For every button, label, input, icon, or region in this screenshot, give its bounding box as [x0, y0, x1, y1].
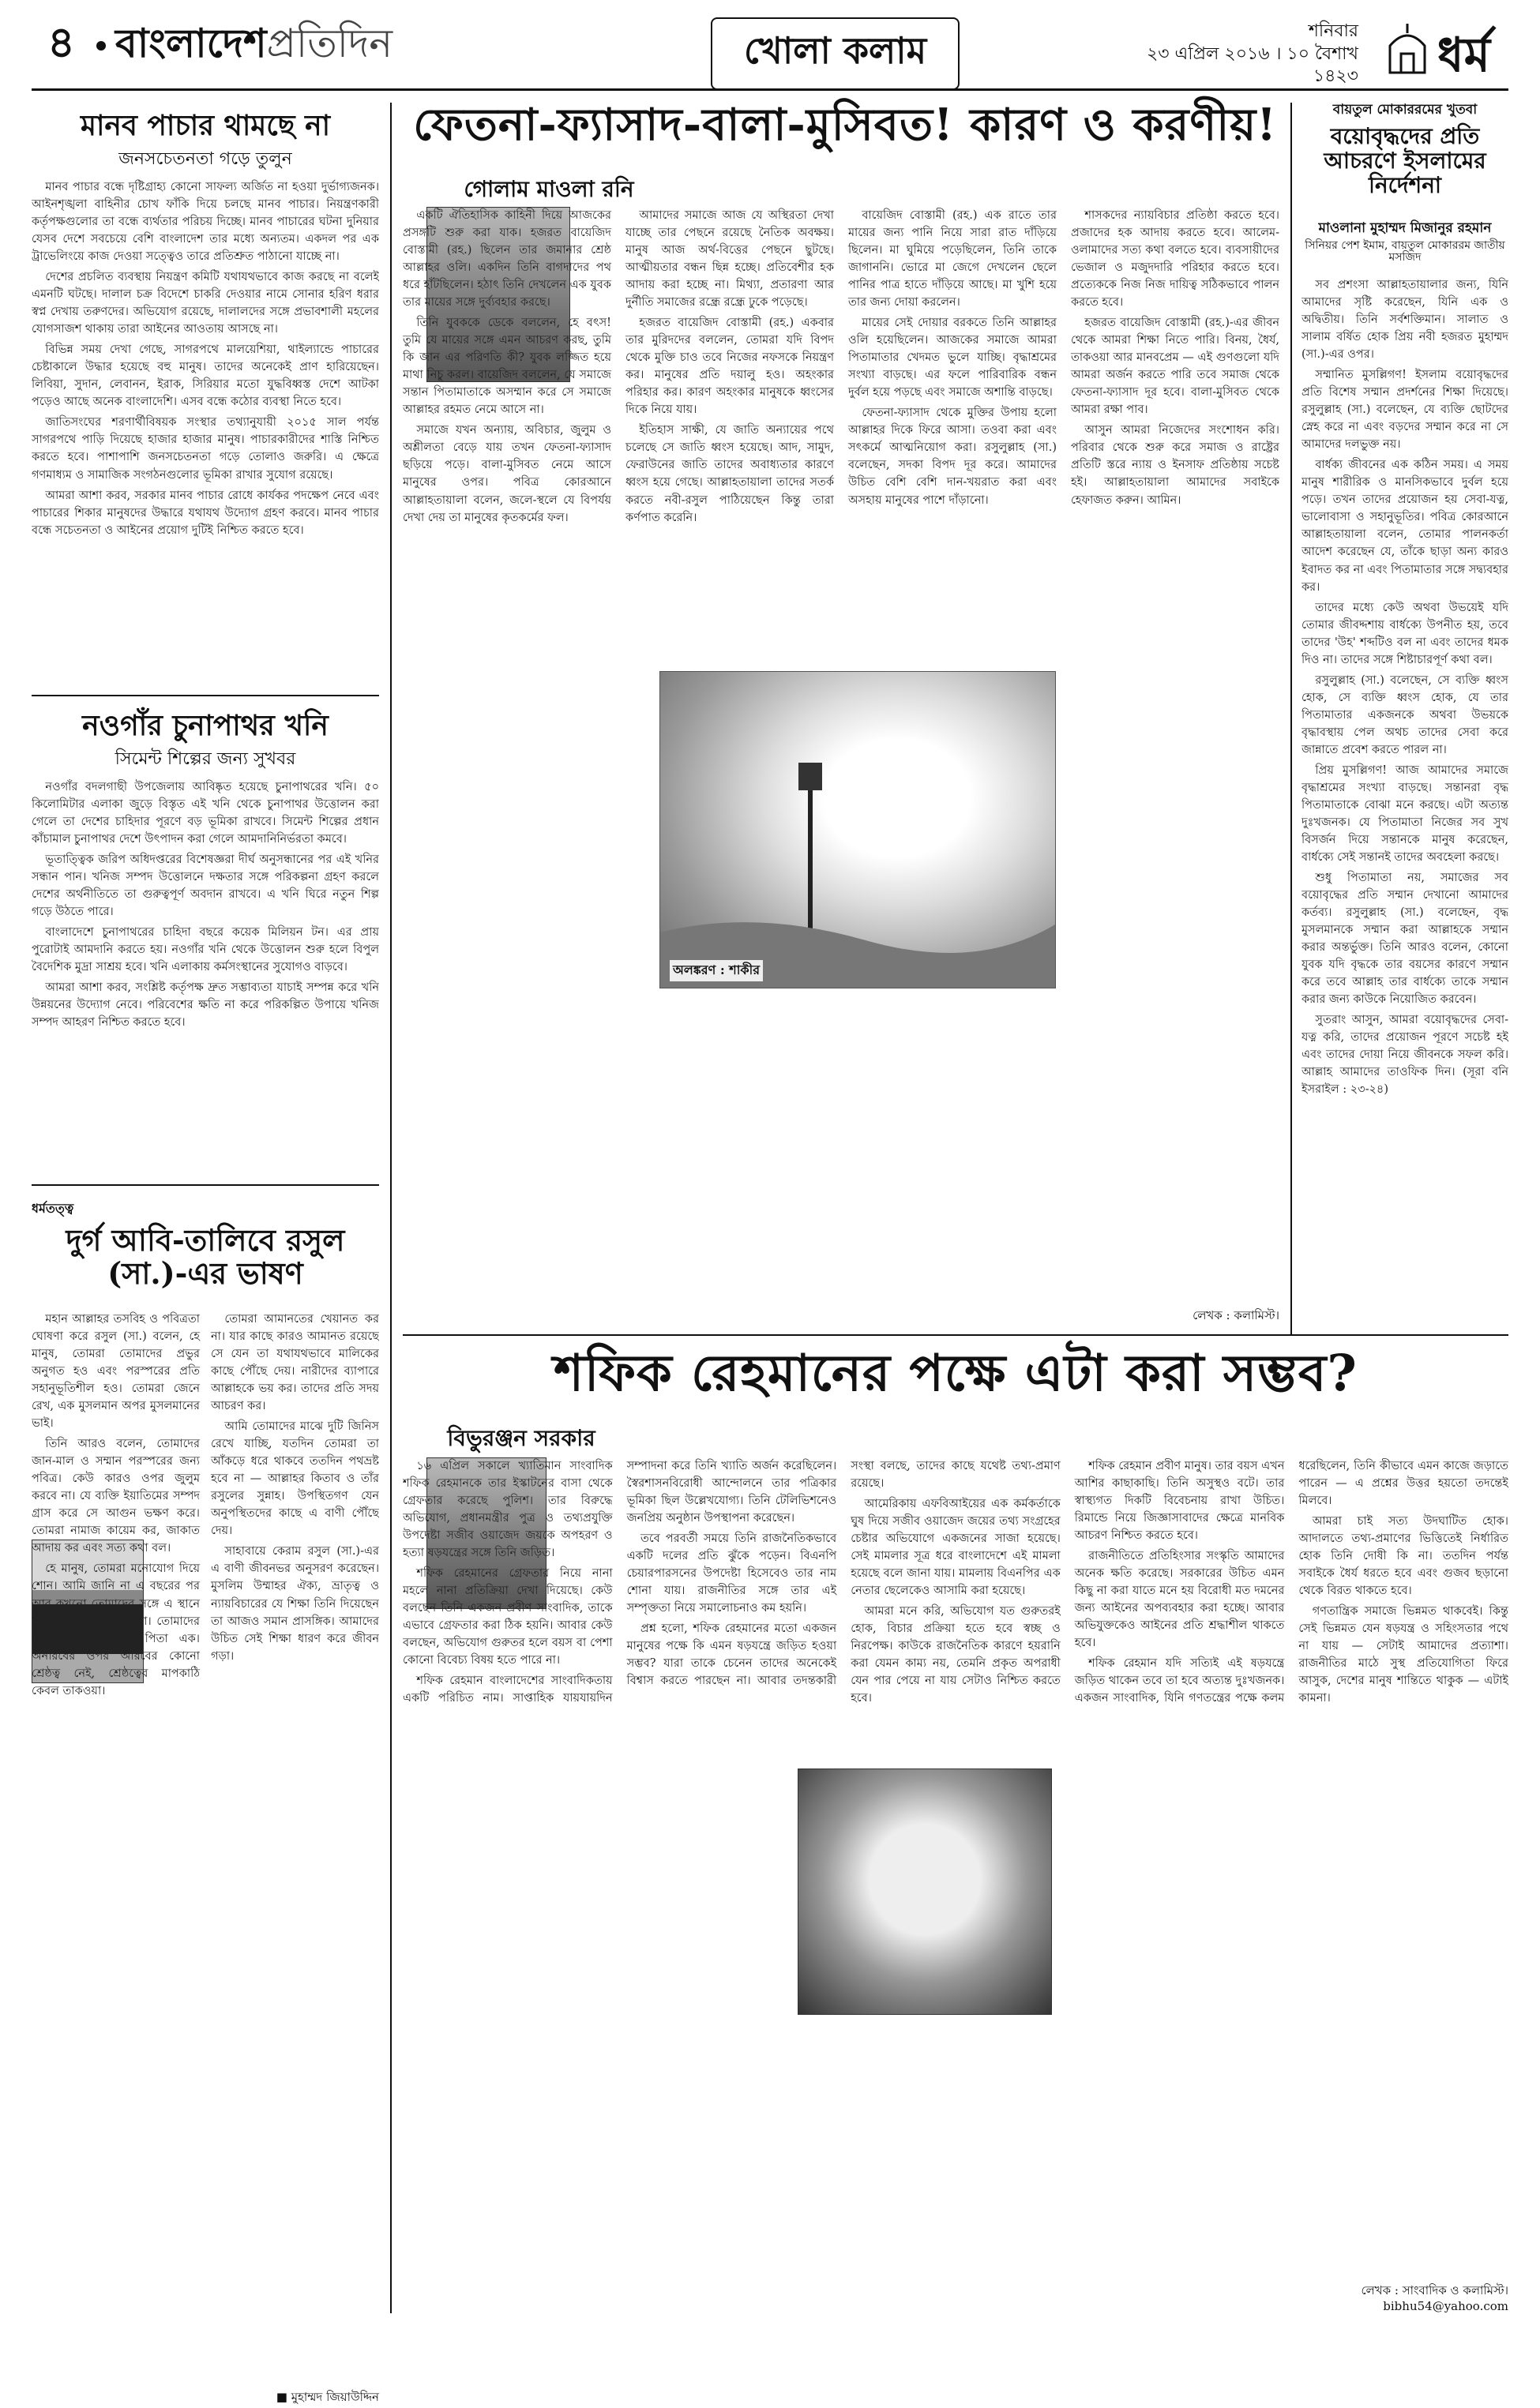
divider [32, 695, 379, 696]
religion-body: সব প্রশংসা আল্লাহতায়ালার জন্য, যিনি আমাদের সৃষ্টি করেছেন, যিনি এক ও অদ্বিতীয়। তিনি সর্বশক্তিমান। সালাত ও সালাম বর্ষিত হোক প্রিয় নবী হজরত মুহাম্মদ (সা.)-এর ওপর। সম্মানিত মুসল্লিগণ! ইসলাম বয়োবৃদ্ধদের প্রতি বিশেষ সম্মান প্রদর্শনের শিক্ষা দিয়েছে। রসুলুল্লাহ (সা.) বলেছেন, যে ব্যক্তি ছোটদের স্নেহ করে না এবং বড়দের সম্মান করে না সে আমাদের দলভুক্ত নয়। বার্ধক্য জীবনের এক কঠিন সময়। এ সময় মানুষ শারীরিক ও মানসিকভাবে দুর্বল হয়ে পড়ে। তখন তাদের প্রয়োজন হয় সেবা-যত্ন, ভালোবাসা ও সহানুভূতির। পবিত্র কোরআনে আল্লাহতায়ালা বলেন, তোমার পালনকর্তা আদেশ করেছেন যে, তাঁকে ছাড়া অন্য কারও ইবাদত কর না এবং পিতামাতার সঙ্গে সদ্ব্যবহার কর। তাদের মধ্যে কেউ অথবা উভয়েই যদি তোমার জীবদ্দশায় বার্ধক্যে উপনীত হয়, তবে তাদের 'উহ' শব্দটিও বল না এবং তাদের ধমক দিও না। তাদের সঙ্গে শিষ্টাচারপূর্ণ কথা বল। রসুলুল্লাহ (সা.) বলেছেন, সে ব্যক্তি ধ্বংস হোক, সে ব্যক্তি ধ্বংস হোক, যে তার পিতামাতার একজনকে অথবা উভয়কে বৃদ্ধাবস্থায় পেল অথচ তাদের সেবা করে জান্নাতে প্রবেশ করতে পারল না। প্রিয় মুসল্লিগণ! আজ আমাদের সমাজে বৃদ্ধাশ্রমের সংখ্যা বাড়ছে। সন্তানরা বৃদ্ধ পিতামাতাকে বোঝা মনে করছে। এটা অত্যন্ত দুঃখজনক। যে পিতামাতা নিজের সব সুখ বিসর্জন দিয়ে সন্তানকে মানুষ করেছেন, বার্ধক্যে সেই সন্তানই তাদের অবহেলা করছে। শুধু পিতামাতা নয়, সমাজের সব বয়োবৃদ্ধের প্রতি সম্মান দেখানো আমাদের কর্তব্য। রসুলুল্লাহ (সা.) বলেছেন, বৃদ্ধ মুসলমানকে সম্মান করা আল্লাহকে সম্মান করার অন্তর্ভুক্ত। তিনি আরও বলেন, কোনো যুবক যদি বৃদ্ধকে তার বয়সের কারণে সম্মান করে তবে আল্লাহ তার বার্ধক্যে তাকে সম্মান করার জন্য কাউকে নিয়োজিত করবেন। সুতরাং আসুন, আমরা বয়োবৃদ্ধদের সেবা-যত্ন করি, তাদের প্রয়োজন পূরণে সচেষ্ট হই এবং তাদের দোয়া নিয়ে জীবনকে সফল করি। আল্লাহ আমাদের তাওফিক দিন। (সূরা বনি ইসরাইল : ২৩-২৪) [1301, 279, 1508, 1097]
column-divider [390, 103, 392, 2313]
article-body: মানব পাচার বন্ধে দৃষ্টিগ্রাহ্য কোনো সাফল্য অর্জিত না হওয়া দুর্ভাগ্যজনক। আইনশৃঙ্খলা বাহিনীর চোখ ফাঁকি দিয়ে চলছে মানব পাচার। নিয়ন্ত্রণকারী কর্তৃপক্ষগুলোর তা বন্ধে ব্যর্থতার পরিচয় দিচ্ছে। মানব পাচারের ঘটনা দুনিয়ার যেসব দেশে সবচেয়ে বেশি বাংলাদেশ তার মধ্যে অন্যতম। একদল পর এক ট্রাভেলিংয়ে কাজ দেওয়া সত্ত্বেও তারে প্রতিশ্রুত পাঠানো যাচ্ছে না। দেশের প্রচলিত ব্যবস্থায় নিয়ন্ত্রণ কমিটি যথাযথভাবে কাজ করছে না বলেই এমনটি ঘটছে। দালাল চক্র বিদেশে চাকরি দেওয়ার নামে সোনার হরিণ ধরার স্বপ্ন দেখায় তরুণদের। অভিযোগ রয়েছে, দালালদের সঙ্গে প্রভাবশালী মহলের যোগসাজশ থাকায় তারা আইনের আওতায় আসছে না। বিভিন্ন সময় দেখা গেছে, সাগরপথে মালয়েশিয়া, থাইল্যান্ডে পাচারের চেষ্টাকালে উদ্ধার হয়েছে বহু মানুষ। তাদের অনেকেই প্রাণ হারিয়েছেন। লিবিয়া, সুদান, লেবানন, ইরাক, সিরিয়ার মতো যুদ্ধবিধ্বস্ত দেশে আটকা পড়েও আছে অনেক বাংলাদেশি। এসব বন্ধে কঠোর ব্যবস্থা নিতে হবে। জাতিসংঘের শরণার্থীবিষয়ক সংস্থার তথ্যানুযায়ী ২০১৫ সাল পর্যন্ত সাগরপথে পাড়ি দিয়েছে হাজার হাজার মানুষ। পাচারকারীদের শাস্তি নিশ্চিত করতে হবে। পাশাপাশি জনসচেতনতা গড়ে তোলাও জরুরি। এ ক্ষেত্রে গণমাধ্যম ও সামাজিক সংগঠনগুলোর ভূমিকা রাখার সুযোগ রয়েছে। আমরা আশা করব, সরকার মানব পাচার রোধে কার্যকর পদক্ষেপ নেবে এবং পাচারের শিকার মানুষদের উদ্ধারে যথাযথ উদ্যোগ গ্রহণ করবে। মানব পাচার বন্ধে সচেতনতা ও আইনের প্রয়োগ দুটিই নিশ্চিত করতে হবে। [32, 181, 379, 537]
page-header [32, 14, 1508, 85]
left-column [32, 103, 379, 2404]
article-title: নওগাঁর চুনাপাথর খনি [82, 709, 329, 742]
column-divider [1290, 103, 1292, 1334]
mosque-icon [1384, 22, 1431, 74]
article-illustration [659, 671, 1056, 988]
illustration-caption: অলঙ্করণ : শাকীর [670, 960, 763, 981]
religion-author-title: সিনিয়র পেশ ইমাম, বায়তুল মোকাররম জাতীয় মসজিদ [1305, 239, 1505, 264]
section-tag: ধর্মতত্ত্ব [32, 1201, 74, 1216]
article-author: ■ মুহাম্মদ জিয়াউদ্দিন [276, 2390, 379, 2404]
religion-column [1301, 103, 1508, 1334]
article-title: দুর্গ আবি-তালিবে রসুল (সা.)-এর ভাষণ [66, 1222, 345, 1291]
header-rule [32, 88, 1508, 91]
main-article-body: একটি ঐতিহাসিক কাহিনী দিয়ে আজকের প্রসঙ্গটি শুরু করা যাক। হজরত বায়েজিদ বোস্তামী (রহ.) ছিলেন তার জমানার শ্রেষ্ঠ আল্লাহর ওলি। একদিন তিনি বাগদাদের পথ ধরে হাঁটছিলেন। হঠাৎ তিনি দেখলেন এক যুবক তার মায়ের সঙ্গে দুর্ব্যবহার করছে। তিনি যুবককে ডেকে বললেন, হে বৎস! তুমি যে মায়ের সঙ্গে এমন আচরণ করছ, তুমি কি জান এর পরিণতি কী? যুবক লজ্জিত হয়ে মাথা নিচু করল। বায়েজিদ বললেন, যে সমাজে সন্তান পিতামাতাকে অসম্মান করে সে সমাজে আল্লাহর রহমত নেমে আসে না। সমাজে যখন অন্যায়, অবিচার, জুলুম ও অশ্লীলতা বেড়ে যায় তখন ফেতনা-ফ্যাসাদ ছড়িয়ে পড়ে। বালা-মুসিবত নেমে আসে মানুষের ওপর। পবিত্র কোরআনে আল্লাহতায়ালা বলেন, জলে-স্থলে যে বিপর্যয় দেখা দেয় তা মানুষের কৃতকর্মের ফল। আমাদের সমাজে আজ যে অস্থিরতা দেখা যাচ্ছে তার পেছনে রয়েছে নৈতিক অবক্ষয়। মানুষ আজ অর্থ-বিত্তের পেছনে ছুটছে। আত্মীয়তার বন্ধন ছিন্ন হচ্ছে। প্রতিবেশীর হক আদায় করা হচ্ছে না। মিথ্যা, প্রতারণা আর দুর্নীতি সমাজের রন্ধ্রে রন্ধ্রে ঢুকে পড়েছে। হজরত বায়েজিদ বোস্তামী (রহ.) একবার তার মুরিদদের বললেন, তোমরা যদি বিপদ থেকে মুক্তি চাও তবে নিজের নফসকে নিয়ন্ত্রণ কর। মানুষের প্রতি দয়ালু হও। অহংকার পরিহার কর। কারণ অহংকার মানুষকে ধ্বংসের দিকে নিয়ে যায়। ইতিহাস সাক্ষী, যে জাতি অন্যায়ের পথে চলেছে সে জাতি ধ্বংস হয়েছে। আদ, সামুদ, ফেরাউনের জাতি তাদের অবাধ্যতার কারণে ধ্বংস হয়ে গেছে। আল্লাহতায়ালা তাদের সতর্ক করতে নবী-রসুল পাঠিয়েছেন কিন্তু তারা কর্ণপাত করেনি। বায়েজিদ বোস্তামী (রহ.) এক রাতে তার মায়ের জন্য পানি নিয়ে সারা রাত দাঁড়িয়ে ছিলেন। মা ঘুমিয়ে পড়েছিলেন, তিনি তাকে জাগাননি। ভোরে মা জেগে দেখলেন ছেলে পানির পাত্র হাতে দাঁড়িয়ে আছে। মা খুশি হয়ে তার জন্য দোয়া করলেন। মায়ের সেই দোয়ার বরকতে তিনি আল্লাহর ওলি হয়েছিলেন। আজকের সমাজে আমরা পিতামাতার খেদমত ভুলে যাচ্ছি। বৃদ্ধাশ্রমের সংখ্যা বাড়ছে। এর ফলে পারিবারিক বন্ধন দুর্বল হয়ে পড়ছে এবং সমাজে অশান্তি বাড়ছে। ফেতনা-ফ্যাসাদ থেকে মুক্তির উপায় হলো আল্লাহর দিকে ফিরে আসা। তওবা করা এবং সৎকর্মে আত্মনিয়োগ করা। রসুলুল্লাহ (সা.) বলেছেন, সদকা বিপদ দূর করে। আমাদের উচিত বেশি বেশি দান-খয়রাত করা এবং অসহায় মানুষের পাশে দাঁড়ানো। শাসকদের ন্যায়বিচার প্রতিষ্ঠা করতে হবে। প্রজাদের হক আদায় করতে হবে। আলেম-ওলামাদের সত্য কথা বলতে হবে। ব্যবসায়ীদের ভেজাল ও মজুদদারি পরিহার করতে হবে। প্রত্যেককে নিজ নিজ দায়িত্ব সঠিকভাবে পালন করতে হবে। হজরত বায়েজিদ বোস্তামী (রহ.)-এর জীবন থেকে আমরা শিক্ষা নিতে পারি। বিনয়, ধৈর্য, তাকওয়া আর মানবপ্রেম — এই গুণগুলো যদি আমরা অর্জন করতে পারি তবে সমাজ থেকে ফেতনা-ফ্যাসাদ দূর হবে। বালা-মুসিবত থেকে আমরা রক্ষা পাব। আসুন আমরা নিজেদের সংশোধন করি। পরিবার থেকে শুরু করে সমাজ ও রাষ্ট্রের প্রতিটি স্তরে ন্যায় ও ইনসাফ প্রতিষ্ঠায় সচেষ্ট হই। আল্লাহতায়ালা আমাদের সবাইকে হেফাজত করুন। আমিন। [403, 209, 1279, 524]
section-title: খোলা কলাম [711, 17, 960, 90]
issue-date [1121, 21, 1358, 88]
byline: গোলাম মাওলা রনি [464, 176, 634, 202]
lamp-post-icon [660, 672, 1055, 988]
article-body: নওগাঁর বদলগাছী উপজেলায় আবিষ্কৃত হয়েছে চুনাপাথরের খনি। ৫০ কিলোমিটার এলাকা জুড়ে বিস্তৃত এই খনি থেকে চুনাপাথর উত্তোলন করা গেলে তা দেশের চাহিদার পূরণে বড় ভূমিকা রাখবে। সিমেন্ট শিল্পের প্রধান কাঁচামাল চুনাপাথর দেশে উৎপাদন করা গেলে আমদানিনির্ভরতা কমবে। ভূতাত্ত্বিক জরিপ অধিদপ্তরের বিশেষজ্ঞরা দীর্ঘ অনুসন্ধানের পর এই খনির সন্ধান পান। খনিজ সম্পদ উত্তোলনে দক্ষতার সঙ্গে পরিকল্পনা গ্রহণ করলে দেশের অর্থনীতিতে তা গুরুত্বপূর্ণ অবদান রাখবে। এ খনি ঘিরে নতুন শিল্প গড়ে উঠতে পারে। বাংলাদেশে চুনাপাথরের চাহিদা বছরে কয়েক মিলিয়ন টন। এর প্রায় পুরোটাই আমদানি করতে হয়। নওগাঁর খনি থেকে উত্তোলন শুরু হলে বিপুল বৈদেশিক মুদ্রা সাশ্রয় হবে। খনি এলাকায় কর্মসংস্থানের সুযোগও বাড়বে। আমরা আশা করব, সংশ্লিষ্ট কর্তৃপক্ষ দ্রুত সম্ভাব্যতা যাচাই সম্পন্ন করে খনি উন্নয়নের উদ্যোগ নেবে। পরিবেশের ক্ষতি না করে পরিকল্পিত উপায়ে খনিজ সম্পদ আহরণ নিশ্চিত করতে হবে। [32, 781, 379, 1030]
issue-date-text: ২৩ এপ্রিল ২০১৬ । ১০ বৈশাখ ১৪২৩ [1146, 43, 1358, 87]
page-number: ৪ [47, 17, 76, 67]
bullet-icon [96, 41, 106, 51]
issue-day: শনিবার [1308, 21, 1358, 41]
writer-note: লেখক : সাংবাদিক ও কলামিস্ট। [1361, 2283, 1508, 2297]
second-article-body: ১৬ এপ্রিল সকালে খ্যাতিমান সাংবাদিক শফিক রেহমানকে তার ইস্কাটনের বাসা থেকে গ্রেফতার করেছে পুলিশ। তার বিরুদ্ধে অভিযোগ, প্রধানমন্ত্রীর পুত্র ও তথ্যপ্রযুক্তি উপদেষ্টা সজীব ওয়াজেদ জয়কে অপহরণ ও হত্যা ষড়যন্ত্রের সঙ্গে তিনি জড়িত। শফিক রেহমানের গ্রেফতার নিয়ে নানা মহলে নানা প্রতিক্রিয়া দেখা দিয়েছে। কেউ বলছেন তিনি একজন প্রবীণ সাংবাদিক, তাকে এভাবে গ্রেফতার করা ঠিক হয়নি। আবার কেউ বলছেন, অভিযোগ গুরুতর হলে বয়স বা পেশা কোনো বিবেচ্য বিষয় হতে পারে না। শফিক রেহমান বাংলাদেশের সাংবাদিকতায় একটি পরিচিত নাম। সাপ্তাহিক যায়যায়দিন সম্পাদনা করে তিনি খ্যাতি অর্জন করেছিলেন। স্বৈরশাসনবিরোধী আন্দোলনে তার পত্রিকার ভূমিকা ছিল উল্লেখযোগ্য। তিনি টেলিভিশনেও জনপ্রিয় অনুষ্ঠান উপস্থাপনা করেছেন। তবে পরবর্তী সময়ে তিনি রাজনৈতিকভাবে একটি দলের প্রতি ঝুঁকে পড়েন। বিএনপি চেয়ারপারসনের উপদেষ্টা হিসেবেও তার নাম শোনা যায়। রাজনীতির সঙ্গে তার এই সম্পৃক্ততা নিয়ে সমালোচনাও কম হয়নি। প্রশ্ন হলো, শফিক রেহমানের মতো একজন মানুষের পক্ষে কি এমন ষড়যন্ত্রে জড়িত হওয়া সম্ভব? যারা তাকে চেনেন তাদের অনেকেই বিশ্বাস করতে পারছেন না। আবার তদন্তকারী সংস্থা বলছে, তাদের কাছে যথেষ্ট তথ্য-প্রমাণ রয়েছে। আমেরিকায় এফবিআইয়ের এক কর্মকর্তাকে ঘুষ দিয়ে সজীব ওয়াজেদ জয়ের তথ্য সংগ্রহের চেষ্টার অভিযোগে একজনের সাজা হয়েছে। সেই মামলার সূত্র ধরে বাংলাদেশে এই মামলা হয়েছে বলে জানা যায়। মামলায় বিএনপির এক নেতার ছেলেকেও আসামি করা হয়েছে। আমরা মনে করি, অভিযোগ যত গুরুতরই হোক, বিচার প্রক্রিয়া হতে হবে স্বচ্ছ ও নিরপেক্ষ। কাউকে রাজনৈতিক কারণে হয়রানি করা যেমন কাম্য নয়, তেমনি প্রকৃত অপরাধী যেন পার পেয়ে না যায় সেটাও নিশ্চিত করতে হবে। শফিক রেহমান প্রবীণ মানুষ। তার বয়স এখন আশির কাছাকাছি। তিনি অসুস্থও বটে। তার স্বাস্থ্যগত দিকটি বিবেচনায় রাখা উচিত। রিমান্ডে নিয়ে জিজ্ঞাসাবাদের ক্ষেত্রে মানবিক আচরণ নিশ্চিত করতে হবে। রাজনীতিতে প্রতিহিংসার সংস্কৃতি আমাদের অনেক ক্ষতি করেছে। সরকারের উচিত এমন কিছু না করা যাতে মনে হয় বিরোধী মত দমনের জন্য আইনের অপব্যবহার করা হচ্ছে। আবার অভিযুক্তকেও আইনের প্রতি শ্রদ্ধাশীল থাকতে হবে। শফিক রেহমান যদি সত্যিই এই ষড়যন্ত্রে জড়িত থাকেন তবে তা হবে অত্যন্ত দুঃখজনক। একজন সাংবাদিক, যিনি গণতন্ত্রের পক্ষে কলম ধরেছিলেন, তিনি কীভাবে এমন কাজে জড়াতে পারেন — এ প্রশ্নের উত্তর হয়তো তদন্তেই মিলবে। আমরা চাই সত্য উদঘাটিত হোক। আদালতে তথ্য-প্রমাণের ভিত্তিতেই নির্ধারিত হোক তিনি দোষী কি না। ততদিন পর্যন্ত সবাইকে ধৈর্য ধরতে হবে এবং গুজব ছড়ানো থেকে বিরত থাকতে হবে। গণতান্ত্রিক সমাজে ভিন্নমত থাকবেই। কিন্তু সেই ভিন্নমত যেন ষড়যন্ত্র ও সহিংসতার পথে না যায় — সেটাই আমাদের প্রত্যাশা। রাজনীতির মাঠে সুস্থ প্রতিযোগিতা ফিরে আসুক, দেশের মানুষ শান্তিতে থাকুক — এটাই কামনা। [403, 1460, 1508, 1705]
paper-name-part2: প্রতিদিন [266, 21, 393, 66]
religion-tag: বায়তুল মোকাররমের খুতবা [1332, 102, 1478, 118]
article-subtitle: জনসচেতনতা গড়ে তুলুন [118, 149, 292, 169]
article-title: মানব পাচার থামছে না [80, 109, 331, 142]
paper-name [115, 20, 393, 66]
second-headline: শফিক রেহমানের পক্ষে এটা করা সম্ভব? [554, 1344, 1358, 1403]
religion-author: মাওলানা মুহাম্মদ মিজানুর রহমান [1318, 220, 1492, 236]
article-body: মহান আল্লাহর তসবিহ ও পবিত্রতা ঘোষণা করে রসুল (সা.) বলেন, হে মানুষ, তোমরা তোমাদের প্রভুর অনুগত হও এবং পরস্পরের প্রতি সহানুভূতিশীল হও। তোমরা জেনে রেখ, এক মুসলমান অপর মুসলমানের ভাই। তিনি আরও বলেন, তোমাদের জান-মাল ও সম্মান পরস্পরের জন্য পবিত্র। কেউ কারও ওপর জুলুম করবে না। যে ব্যক্তি ইয়াতিমের সম্পদ গ্রাস করে সে আগুন ভক্ষণ করে। তোমরা নামাজ কায়েম কর, জাকাত আদায় কর এবং সত্য কথা বল। হে মানুষ, তোমরা মনোযোগ দিয়ে শোন। আমি জানি না এ বছরের পর আর কখনো তোমাদের সঙ্গে এ স্থানে মিলিত হতে পারব কি না। তোমাদের প্রভু এক, তোমাদের পিতা এক। অনারবের ওপর আরবের কোনো শ্রেষ্ঠত্ব নেই, শ্রেষ্ঠত্বের মাপকাঠি কেবল তাকওয়া। তোমরা আমানতের খেয়ানত কর না। যার কাছে কারও আমানত রয়েছে সে যেন তা যথাযথভাবে মালিকের কাছে পৌঁছে দেয়। নারীদের ব্যাপারে আল্লাহকে ভয় কর। তাদের প্রতি সদয় আচরণ কর। আমি তোমাদের মাঝে দুটি জিনিস রেখে যাচ্ছি, যতদিন তোমরা তা আঁকড়ে ধরে থাকবে ততদিন পথভ্রষ্ট হবে না — আল্লাহর কিতাব ও তাঁর রসুলের সুন্নাহ। উপস্থিতগণ যেন অনুপস্থিতদের কাছে এ বাণী পৌঁছে দেয়। সাহাবায়ে কেরাম রসুল (সা.)-এর এ বাণী জীবনভর অনুসরণ করেছেন। মুসলিম উম্মাহর ঐক্য, ভ্রাতৃত্ব ও ন্যায়বিচারের যে শিক্ষা তিনি দিয়েছেন তা আজও সমান প্রাসঙ্গিক। আমাদের উচিত সেই শিক্ষা ধারণ করে জীবন গড়া। [32, 1313, 379, 1697]
article-subtitle: সিমেন্ট শিল্পের জন্য সুখবর [115, 749, 296, 769]
divider [32, 1184, 379, 1186]
square-bullet-icon: ■ [276, 2390, 291, 2404]
email-link[interactable]: bibhu54@yahoo.com [1383, 2299, 1508, 2313]
paper-name-part1: বাংলাদেশ [115, 20, 267, 66]
right-section-title: ধর্ম [1437, 28, 1490, 83]
section-divider [403, 1334, 1508, 1336]
writer-note: লেখক : কলামিস্ট। [1193, 1308, 1279, 1322]
religion-title: বয়োবৃদ্ধদের প্রতি আচরণে ইসলামের নির্দেশনা [1324, 123, 1486, 198]
byline: বিভুরঞ্জন সরকার [447, 1425, 595, 1451]
main-headline: ফেতনা-ফ্যাসাদ-বালা-মুসিবত! কারণ ও করণীয়! [413, 99, 1277, 151]
